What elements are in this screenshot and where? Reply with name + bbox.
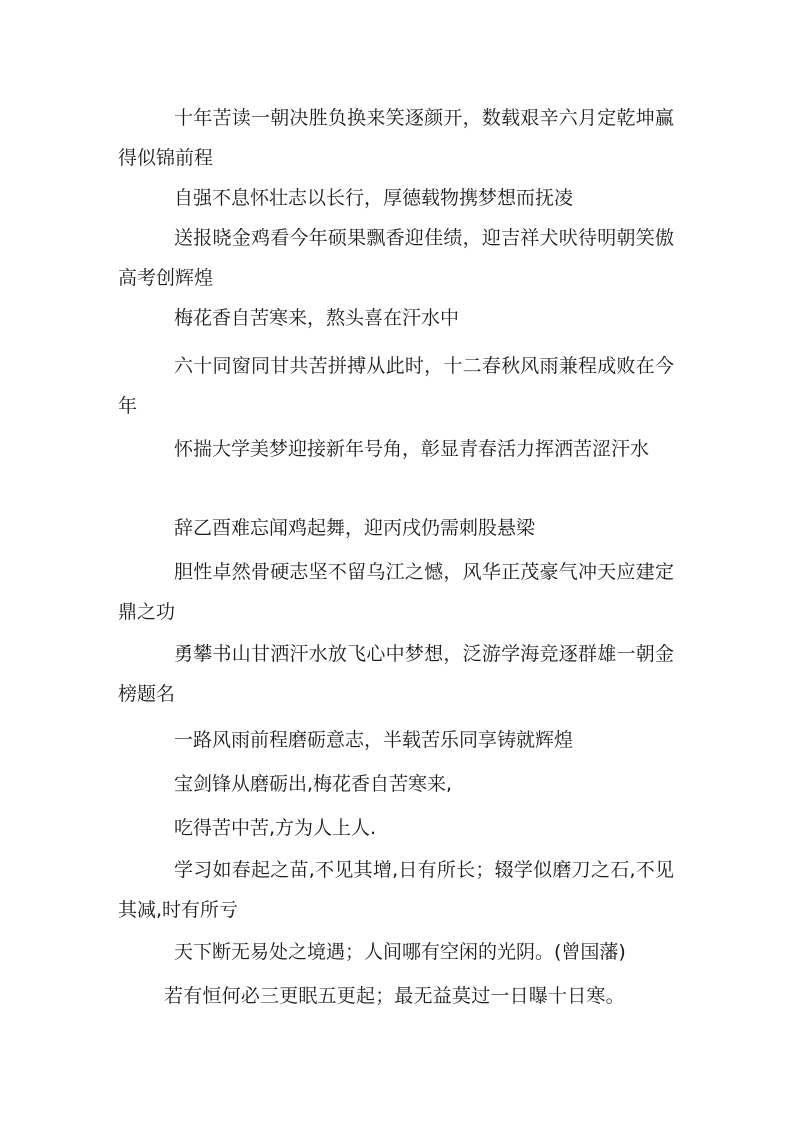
paragraph-6: 怀揣大学美梦迎接新年号角，彰显青春活力挥洒苦涩汗水 [174,438,650,460]
paragraph-11: 宝剑锋从磨砺出,梅花香自苦寒来, [174,773,453,795]
paragraph-14: 天下断无易处之境遇；人间哪有空闲的光阴。(曾国藩) [174,941,626,963]
paragraph-2: 自强不息怀壮志以长行，厚德载物携梦想而抚凌 [174,187,574,209]
paragraph-1: 十年苦读一朝决胜负换来笑逐颜开，数载艰辛六月定乾坤赢得似锦前程 [118,107,674,169]
paragraph-10: 一路风雨前程磨砺意志，半载苦乐同享铸就辉煌 [174,729,574,751]
paragraph-12: 吃得苦中苦,方为人上人. [174,817,377,839]
paragraph-5: 六十同窗同甘共苦拼搏从此时，十二春秋风雨兼程成败在今年 [118,355,674,417]
paragraph-15: 若有恒何必三更眠五更起；最无益莫过一日曝十日寒。 [164,985,625,1007]
paragraph-9: 勇攀书山甘洒汗水放飞心中梦想，泛游学海竞逐群雄一朝金榜题名 [118,643,674,705]
paragraph-8: 胆性卓然骨硬志坚不留乌江之憾，风华正茂豪气冲天应建定鼎之功 [118,561,674,623]
paragraph-3: 送报晓金鸡看今年硕果飘香迎佳绩，迎吉祥犬吠待明朝笑傲高考创辉煌 [118,227,674,289]
paragraph-13: 学习如春起之苗,不见其增,日有所长；辍学似磨刀之石,不见其减,时有所亏 [118,859,674,921]
paragraph-4: 梅花香自苦寒来，熬头喜在汗水中 [174,307,460,329]
paragraph-7: 辞乙酉难忘闻鸡起舞，迎丙戌仍需刺股悬梁 [174,517,536,539]
